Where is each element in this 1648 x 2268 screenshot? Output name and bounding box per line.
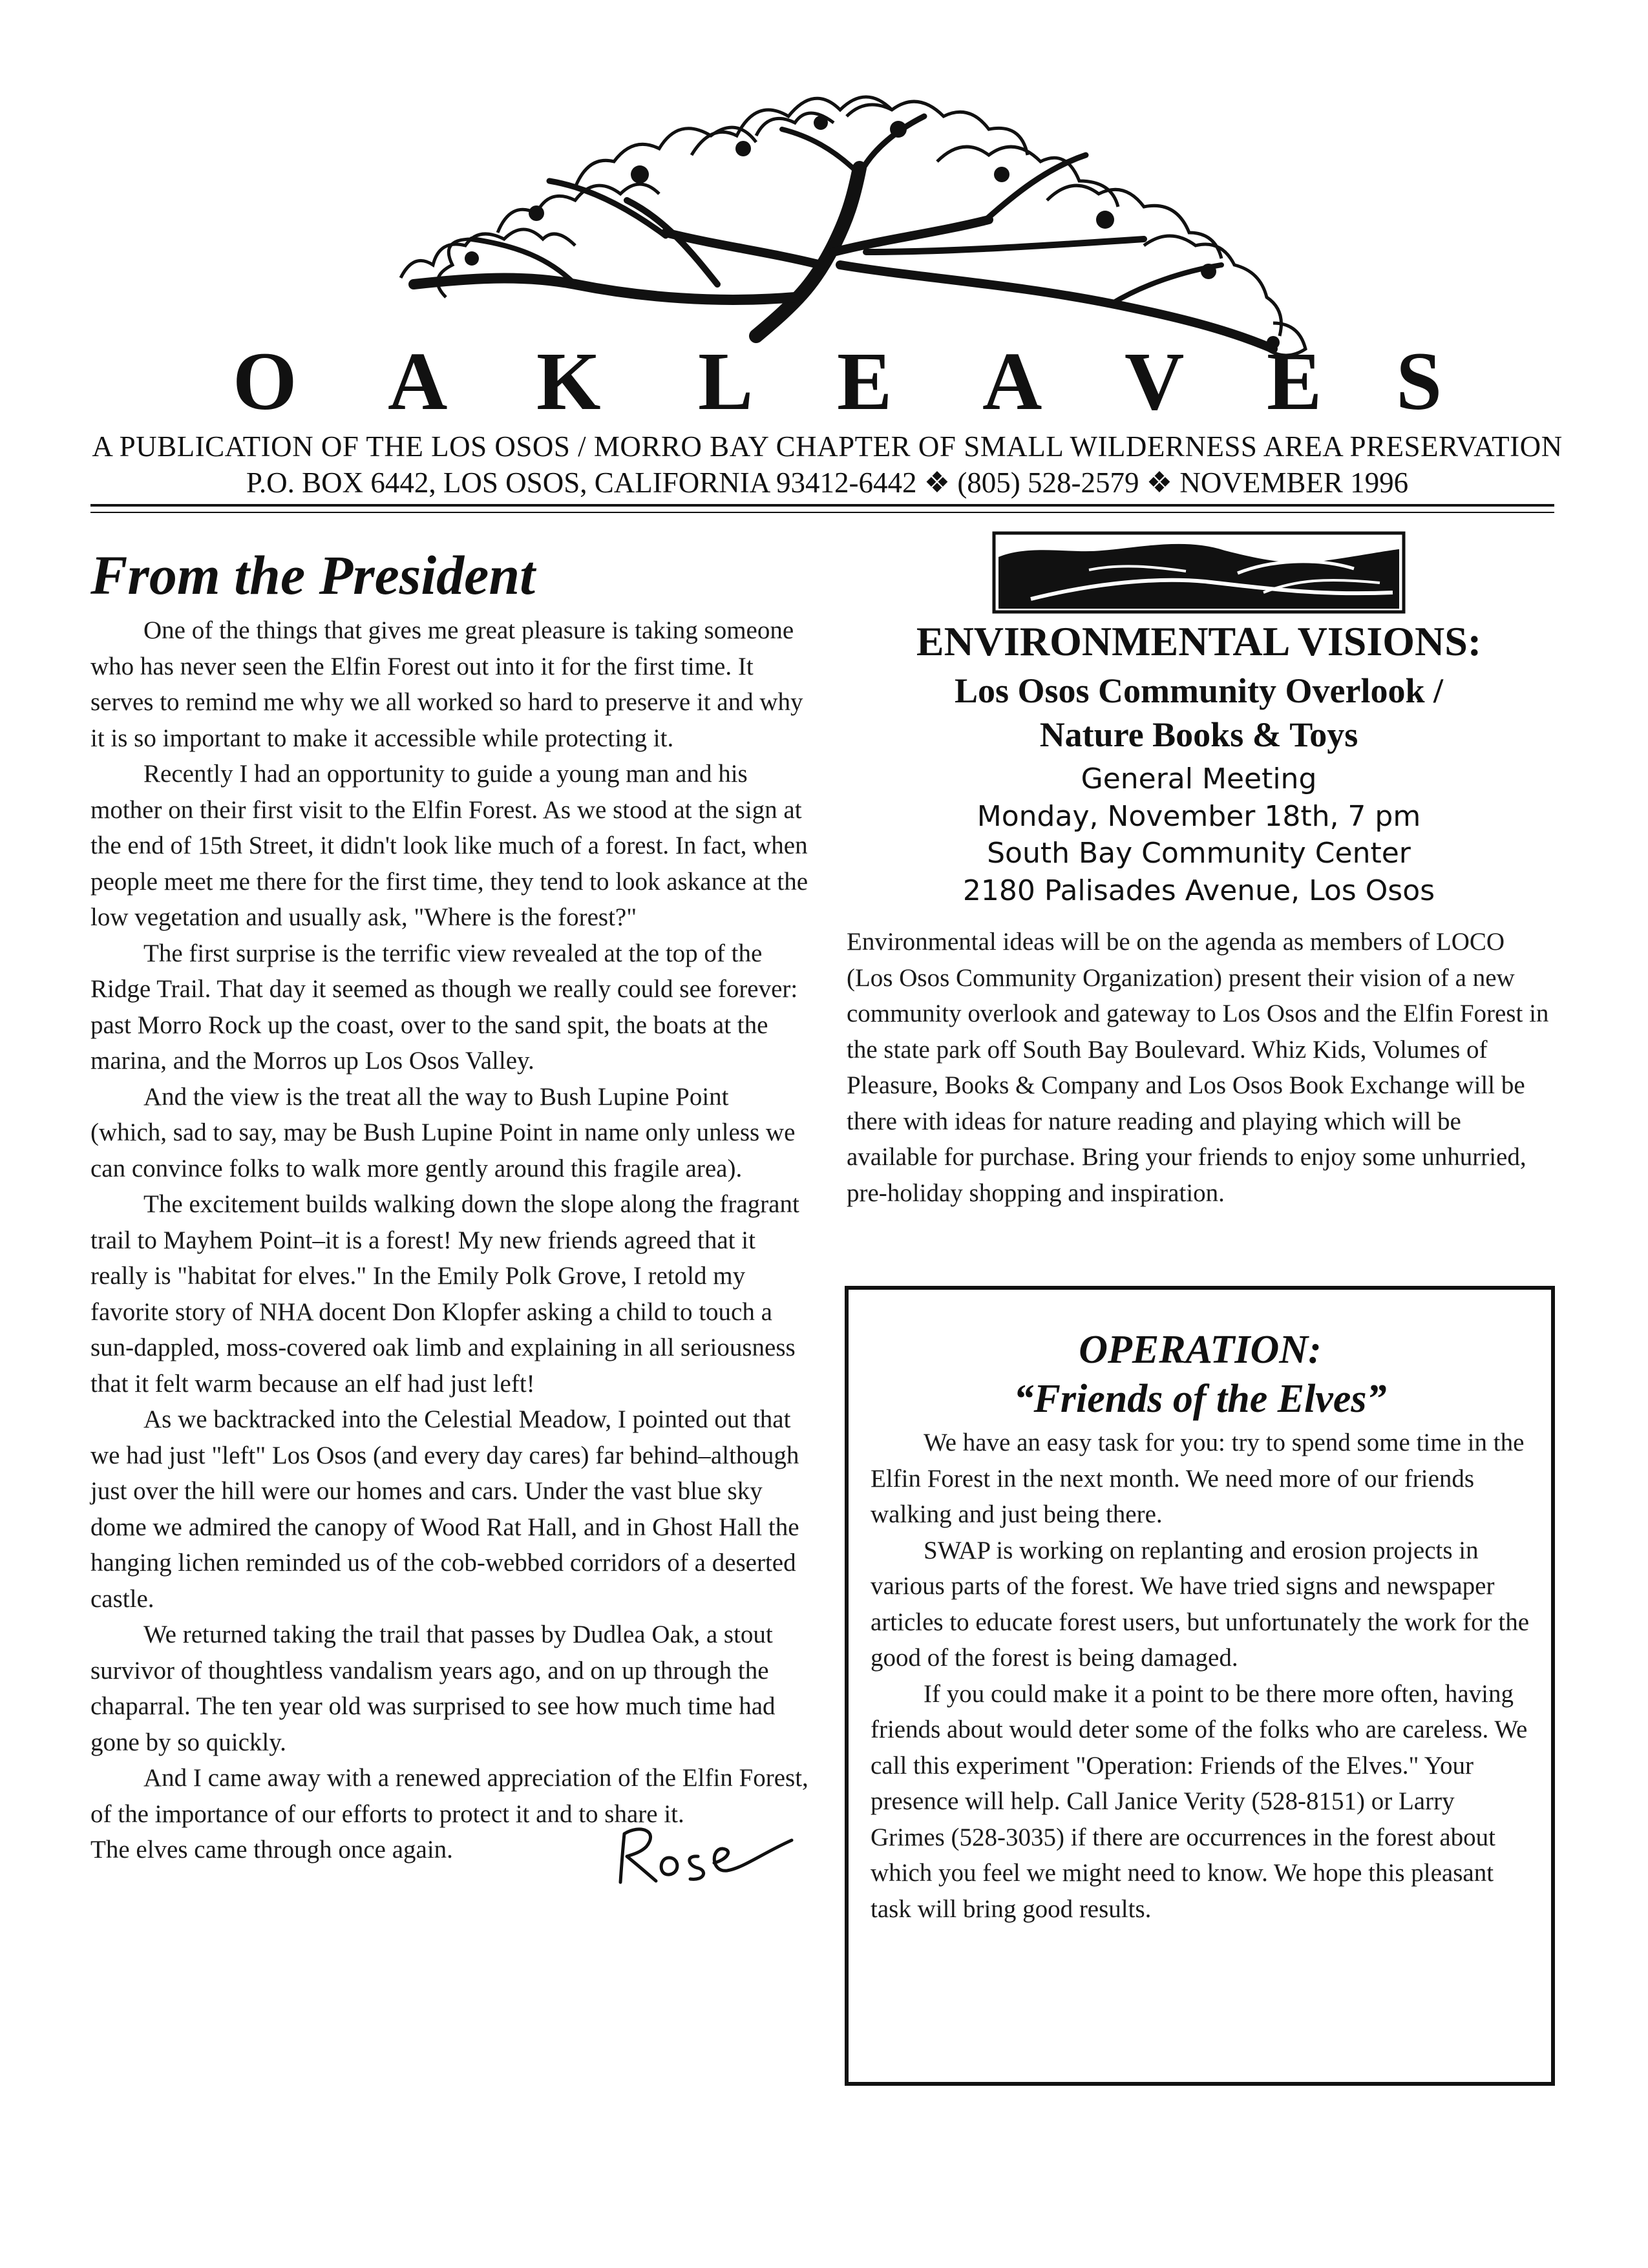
title-letter: K xyxy=(536,335,601,427)
operation-content xyxy=(871,1325,1530,1927)
paragraph: And I came away with a renewed appreciation of the Elfin Forest, of the importance of our efforts to protect it and to share it. xyxy=(90,1764,808,1828)
meeting-date: Monday, November 18th, 7 pm xyxy=(977,799,1421,833)
article-heading: From the President xyxy=(90,544,536,606)
article-body xyxy=(847,924,1551,1211)
environmental-visions-article xyxy=(847,617,1551,909)
address-line: P.O. BOX 6442, LOS OSOS, CALIFORNIA 93412-6442 ❖ (805) 528-2579 ❖ NOVEMBER 1996 xyxy=(246,467,1409,499)
paragraph: We returned taking the trail that passes by Dudlea Oak, a stout survivor of thoughtless vandalism years ago, and on up through the chaparral. The ten year old was surprised to see how much time had gone by so quickly. xyxy=(90,1621,776,1756)
newsletter-title xyxy=(233,333,1461,430)
divider xyxy=(90,504,1554,507)
title-letter: E xyxy=(1267,335,1322,427)
title-letter: A xyxy=(982,335,1042,427)
title-letter: V xyxy=(1125,335,1185,427)
paragraph: The first surprise is the terrific view revealed at the top of the Ridge Trail. That day it seemed as though we really could see forever: past Morro Rock up the coast, over to the sand spit, the boats at the marina, and the Morros up Los Osos Valley. xyxy=(90,939,798,1075)
paragraph: SWAP is working on replanting and erosion projects in various parts of the forest. We have tried signs and newspaper articles to educate forest users, but unfortunately the work for the good of the forest is being damaged. xyxy=(871,1536,1530,1672)
operation-box xyxy=(845,1286,1555,2086)
article-body xyxy=(90,613,811,1868)
paragraph: We have an easy task for you: try to spend some time in the Elfin Forest in the next month. We need more of our friends walking and just being there. xyxy=(871,1429,1525,1528)
paragraph: The excitement builds walking down the slope along the fragrant trail to Mayhem Point–it is a forest! My new friends agreed that it really is "habitat for elves." In the Emily Polk Grove, I retold my favorite story of NHA docent Don Klopfer asking a child to touch a sun-dappled, moss-covered oak limb and explaining in all seriousness that it felt warm because an elf had just left! xyxy=(90,1190,799,1398)
paragraph: Environmental ideas will be on the agenda as members of LOCO (Los Osos Community Organization) present their vision of a new community overlook and gateway to Los Osos and the Elfin Forest in the state park off South Bay Boulevard. Whiz Kids, Volumes of Pleasure, Books & Company and Los Osos Book Exchange will be there with ideas for nature reading and playing which will be available for purchase. Bring your friends to enjoy some unhurried, pre-holiday shopping and inspiration. xyxy=(847,928,1549,1207)
meeting-venue: South Bay Community Center xyxy=(987,837,1411,870)
publication-line: A PUBLICATION OF THE LOS OSOS / MORRO BAY CHAPTER OF SMALL WILDERNESS AREA PRESERVATION xyxy=(92,430,1563,463)
title-letter: L xyxy=(698,335,754,427)
article-heading: ENVIRONMENTAL VISIONS: xyxy=(916,618,1482,664)
meeting-address: 2180 Palisades Avenue, Los Osos xyxy=(962,874,1435,907)
article-subheading: Los Osos Community Overlook / xyxy=(954,671,1444,710)
paragraph: Recently I had an opportunity to guide a young man and his mother on their first visit to the Elfin Forest. As we stood at the sign at the end of 15th Street, it didn't look like much of a forest. In fact, when people meet me there for the first time, they tend to look askance at the low vegetation and usually ask, "Where is the forest?" xyxy=(90,760,808,931)
paragraph: One of the things that gives me great pleasure is taking someone who has never seen the Elfin Forest out into it for the first time. It serves to remind me why we all worked so hard to preserve it and why it is so important to make it accessible while protecting it. xyxy=(90,616,803,752)
dunes-landscape-icon xyxy=(992,531,1406,614)
article-subheading: “Friends of the Elves” xyxy=(1013,1377,1387,1421)
title-letter: A xyxy=(388,335,448,427)
title-letter: S xyxy=(1396,335,1442,427)
oak-tree-illustration xyxy=(304,90,1377,362)
closing-line xyxy=(90,1832,811,1868)
title-letter: E xyxy=(837,335,893,427)
article-subheading: Nature Books & Toys xyxy=(1039,715,1358,754)
paragraph: As we backtracked into the Celestial Meadow, I pointed out that we had just "left" Los Osos (and every day cares) far behind–although just over the hill were our homes and cars. Under the vast blue sky dome we admired the canopy of Wood Rat Hall, and in Ghost Hall the hanging lichen reminded us of the cob-webbed corridors of a deserted castle. xyxy=(90,1405,799,1613)
president-article xyxy=(90,543,811,1868)
handwritten-signature xyxy=(607,1818,801,1889)
divider xyxy=(90,512,1554,513)
meeting-type: General Meeting xyxy=(1081,762,1317,795)
article-body xyxy=(871,1425,1530,1927)
closing-text: The elves came through once again. xyxy=(90,1836,453,1864)
article-heading: OPERATION: xyxy=(1079,1328,1322,1372)
title-letter: O xyxy=(233,335,297,427)
paragraph: And the view is the treat all the way to Bush Lupine Point (which, sad to say, may be Bush Lupine Point in name only unless we can convince folks to walk more gently around this fragile area). xyxy=(90,1082,796,1182)
paragraph: If you could make it a point to be there more often, having friends about would deter some of the folks who are careless. We call this experiment "Operation: Friends of the Elves." Your presence will help. Call Janice Verity (528-8151) or Larry Grimes (528-3035) if there are occurrences in the forest about which you feel we might need to know. We hope this pleasant task will bring good results. xyxy=(871,1679,1528,1923)
